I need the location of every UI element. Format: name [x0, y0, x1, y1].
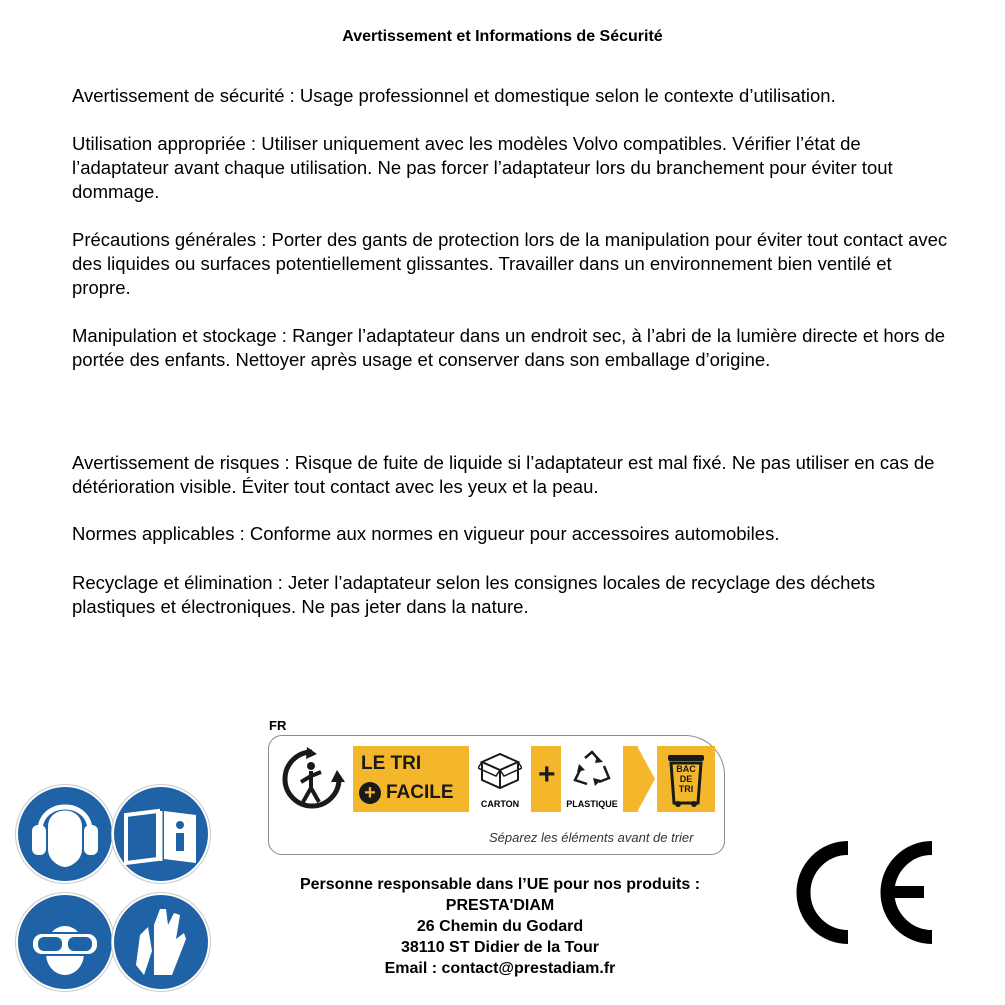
le-tri-label: LE TRI [361, 753, 422, 774]
page-title: Avertissement et Informations de Sécurité [342, 28, 663, 45]
section-recycling: Recyclage et élimination : Jeter l’adaptateur selon les consignes locales de recyclage des déchets plastiques et électroniques. Ne pas jeter dans la nature. [72, 572, 876, 617]
bac-label: BAC [676, 764, 696, 774]
tri-label: TRI [678, 784, 694, 794]
section-handling-storage: Manipulation et stockage : Ranger l’adaptateur dans un endroit sec, à l’abri de la lumière directe et hors de portée des enfants. Nettoyer après usage et conserver dans son emballage d’origine. [72, 325, 946, 370]
plastique-box [561, 746, 623, 812]
carton-label: CARTON [480, 799, 520, 809]
combine-plus: + [538, 758, 556, 791]
triman-frame [268, 735, 725, 855]
section-risk-warning: Avertissement de risques : Risque de fuite de liquide si l’adaptateur est mal fixé. Ne pas utiliser en cas de détérioration visible. Éviter tout contact avec les yeux et la peau. [72, 452, 935, 497]
facile-label: FACILE [386, 782, 454, 803]
band-arrow [637, 746, 655, 812]
separate-instruction: Séparez les éléments avant de trier [489, 830, 694, 845]
company-name: PRESTA'DIAM [445, 897, 555, 914]
plastique-label: PLASTIQUE [566, 799, 618, 809]
recycle-icon [571, 750, 613, 790]
triman-recycling-logo [266, 716, 726, 861]
section-appropriate-use: Utilisation appropriée : Utiliser uniquement avec les modèles Volvo compatibles. Vérifier l’état de l’adaptateur avant chaque utilisation. Ne pas forcer l’adaptateur lors du branchement pour éviter tout dommage. [72, 133, 893, 202]
plus-facile [359, 782, 454, 804]
carton-box [469, 746, 531, 812]
email: Email : contact@prestadiam.fr [384, 960, 616, 977]
triman-icon [277, 746, 347, 812]
carton-box-icon [478, 750, 522, 790]
gloves-icon [114, 895, 208, 989]
ce-mark-icon [796, 840, 941, 945]
country-label: FR [269, 718, 287, 733]
section-safety-warning: Avertissement de sécurité : Usage professionnel et domestique selon le contexte d’utilisation. [72, 85, 836, 106]
city-address: 38110 ST Didier de la Tour [401, 939, 599, 956]
de-label: DE [679, 774, 693, 784]
section-general-precautions: Précautions générales : Porter des gants de protection lors de la manipulation pour éviter tout contact avec des liquides ou surfaces potentiellement glissantes. Travailler dans un environnement bien ventilé et propre. [72, 229, 948, 298]
section-standards: Normes applicables : Conforme aux normes en vigueur pour accessoires automobiles. [72, 523, 780, 544]
read-manual-icon [114, 787, 208, 881]
ear-protection-icon [18, 787, 112, 881]
responsible-person-label: Personne responsable dans l’UE pour nos produits : [299, 876, 701, 893]
plus-circle: + [359, 782, 381, 804]
eye-protection-icon [18, 895, 112, 989]
responsible-person-block [250, 874, 750, 979]
street-address: 26 Chemin du Godard [416, 918, 584, 935]
bac-box [657, 746, 715, 812]
